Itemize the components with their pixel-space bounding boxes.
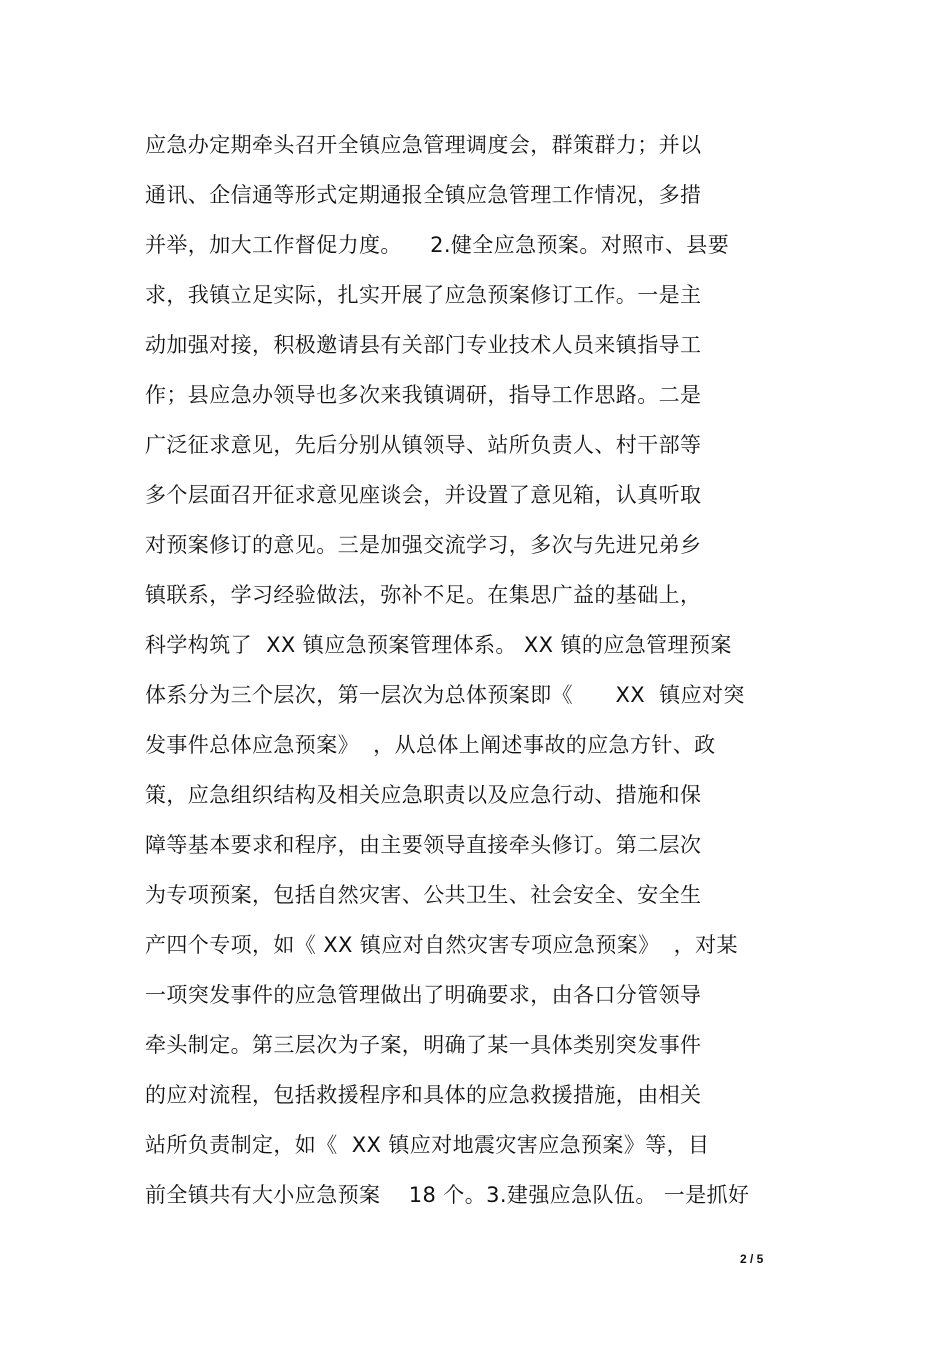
text-line: 对预案修订的意见。三是加强交流学习，多次与先进兄弟乡	[145, 533, 702, 557]
text-line: 一项突发事件的应急管理做出了明确要求，由各口分管领导	[145, 983, 702, 1007]
text-line: 广泛征求意见，先后分别从镇领导、站所负责人、村干部等	[145, 433, 702, 457]
text-line: 作；县应急办领导也多次来我镇调研，指导工作思路。二是	[145, 383, 702, 407]
text-line: 体系分为三个层次，第一层次为总体预案即《 XX 镇应对突	[145, 683, 745, 707]
text-line: 动加强对接，积极邀请县有关部门专业技术人员来镇指导工	[145, 333, 702, 357]
text-line: 镇联系，学习经验做法，弥补不足。在集思广益的基础上，	[145, 583, 702, 607]
text-line: 应急办定期牵头召开全镇应急管理调度会，群策群力；并以	[145, 133, 702, 157]
text-line: 的应对流程，包括救援程序和具体的应急救援措施，由相关	[145, 1083, 702, 1107]
text-line: 牵头制定。第三层次为子案，明确了某一具体类别突发事件	[145, 1033, 702, 1057]
text-line: 通讯、企信通等形式定期通报全镇应急管理工作情况，多措	[145, 183, 702, 207]
text-line: 发事件总体应急预案》 ，从总体上阐述事故的应急方针、政	[145, 733, 716, 757]
text-line: 为专项预案，包括自然灾害、公共卫生、社会安全、安全生	[145, 883, 702, 907]
text-line: 求，我镇立足实际，扎实开展了应急预案修订工作。一是主	[145, 283, 702, 307]
text-line: 前全镇共有大小应急预案 18 个。3.建强应急队伍。 一是抓好	[145, 1183, 750, 1207]
text-line: 障等基本要求和程序，由主要领导直接牵头修订。第二层次	[145, 833, 702, 857]
text-line: 站所负责制定，如《 XX 镇应对地震灾害应急预案》等，目	[145, 1133, 710, 1157]
text-line: 产四个专项，如《 XX 镇应对自然灾害专项应急预案》 ，对某	[145, 933, 738, 957]
text-line: 科学构筑了 XX 镇应急预案管理体系。 XX 镇的应急管理预案	[145, 633, 732, 657]
body-text	[145, 125, 825, 1225]
text-line: 策，应急组织结构及相关应急职责以及应急行动、措施和保	[145, 783, 702, 807]
page-number: 2 / 5	[740, 1252, 764, 1266]
text-line: 多个层面召开征求意见座谈会，并设置了意见箱，认真听取	[145, 483, 702, 507]
text-line: 并举，加大工作督促力度。 2.健全应急预案。对照市、县要	[145, 233, 730, 257]
